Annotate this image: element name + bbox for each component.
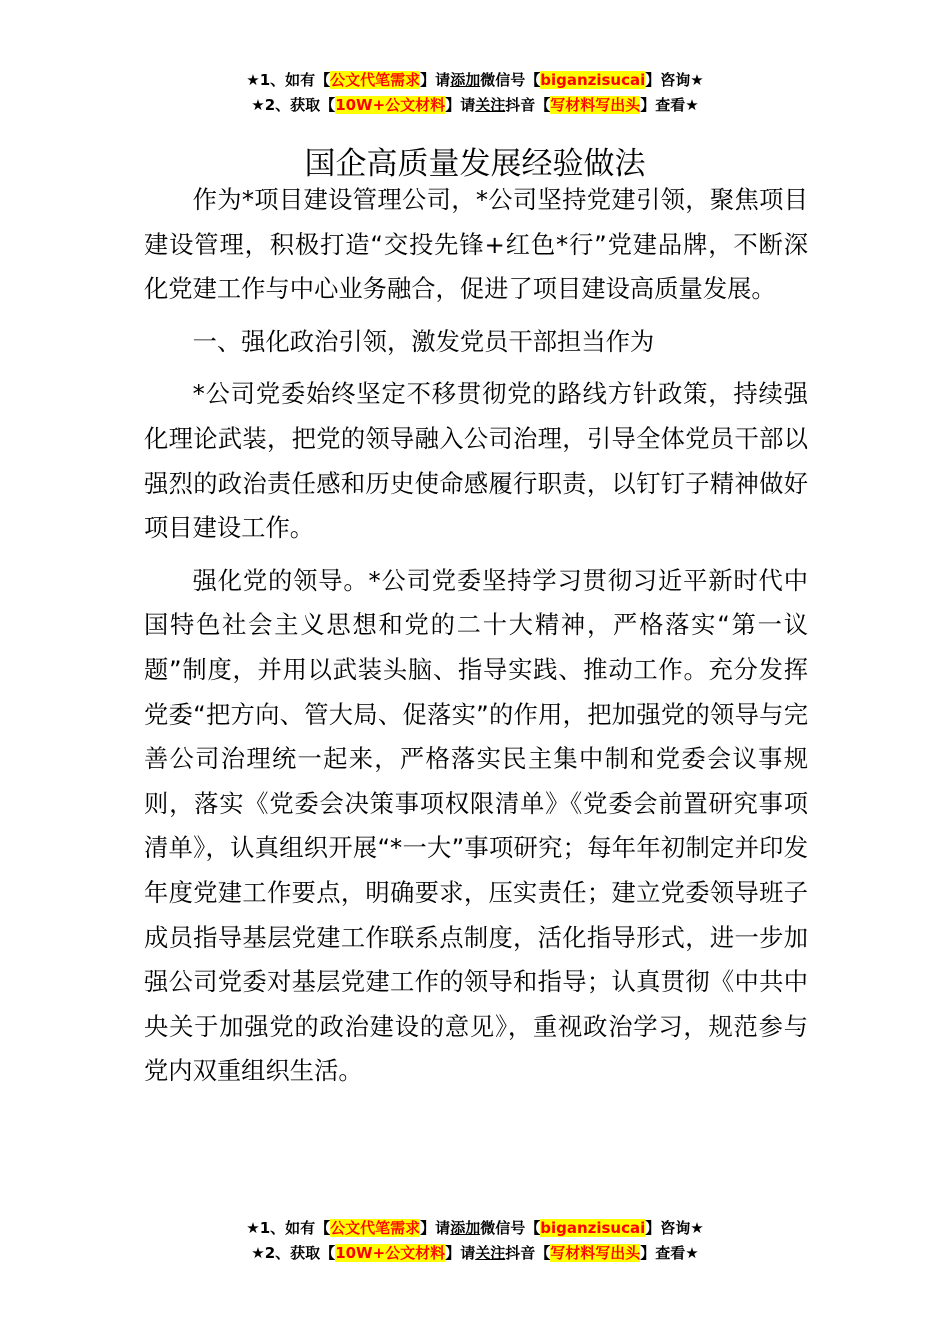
banner-text: ★2、获取【 bbox=[251, 1244, 336, 1262]
section-heading: 一、强化政治引领，激发党员干部担当作为 bbox=[192, 326, 655, 356]
banner-text: 】请 bbox=[420, 1219, 451, 1237]
banner-line-2 bbox=[0, 1241, 950, 1266]
douyin-id: 写材料写出头 bbox=[550, 1244, 641, 1262]
banner-text: 抖音【 bbox=[505, 96, 551, 114]
banner-text: 】查看★ bbox=[640, 96, 699, 114]
banner-text: 抖音【 bbox=[505, 1244, 551, 1262]
banner-text: 】请 bbox=[420, 71, 451, 89]
banner-text: 】咨询★ bbox=[645, 1219, 704, 1237]
banner-text: 】咨询★ bbox=[645, 71, 704, 89]
document-body bbox=[144, 178, 808, 1102]
banner-text: 】请 bbox=[445, 96, 476, 114]
paragraph: 强化党的领导。*公司党委坚持学习贯彻习近平新时代中国特色社会主义思想和党的二十大精神，严格落实“第一议题”制度，并用以武装头脑、指导实践、推动工作。充分发挥党委“把方向、管大局、促落实”的作用，把加强党的领导与完善公司治理统一起来，严格落实民主集中制和党委会议事规则，落实《党委会决策事项权限清单》《党委会前置研究事项清单》，认真组织开展“*一大”事项研究；每年年初制定并印发年度党建工作要点，明确要求，压实责任；建立党委领导班子成员指导基层党建工作联系点制度，活化指导形式，进一步加强公司党委对基层党建工作的领导和指导；认真贯彻《中共中央关于加强党的政治建设的意见》，重视政治学习，规范参与党内双重组织生活。 bbox=[144, 565, 808, 1086]
banner-text: 添加 bbox=[450, 1219, 481, 1237]
banner-line-1 bbox=[0, 1216, 950, 1241]
highlight-text: 公文代笔需求 bbox=[330, 1219, 421, 1237]
banner-text: 添加 bbox=[450, 71, 481, 89]
paragraph: *公司党委始终坚定不移贯彻党的路线方针政策，持续强化理论武装，把党的领导融入公司治理，引导全体党员干部以强烈的政治责任感和历史使命感履行职责，以钉钉子精神做好项目建设工作。 bbox=[144, 379, 808, 543]
banner-text: 微信号【 bbox=[480, 1219, 541, 1237]
banner-line-2 bbox=[0, 93, 950, 118]
banner-line-1 bbox=[0, 68, 950, 93]
header-banner bbox=[0, 68, 950, 118]
banner-text: 微信号【 bbox=[480, 71, 541, 89]
douyin-id: 写材料写出头 bbox=[550, 96, 641, 114]
banner-text: ★1、如有【 bbox=[246, 1219, 331, 1237]
banner-text: ★2、获取【 bbox=[251, 96, 336, 114]
paragraph-intro: 作为*项目建设管理公司，*公司坚持党建引领，聚焦项目建设管理，积极打造“交投先锋+红色*行”党建品牌，不断深化党建工作与中心业务融合，促进了项目建设高质量发展。 bbox=[144, 185, 808, 304]
highlight-text: 10W+公文材料 bbox=[335, 1244, 446, 1262]
wechat-id: biganzisucai bbox=[540, 71, 646, 89]
banner-text: 关注 bbox=[475, 1244, 506, 1262]
highlight-text: 10W+公文材料 bbox=[335, 96, 446, 114]
banner-text: 】请 bbox=[445, 1244, 476, 1262]
document-title: 国企高质量发展经验做法 bbox=[304, 145, 646, 182]
wechat-id: biganzisucai bbox=[540, 1219, 646, 1237]
footer-banner bbox=[0, 1216, 950, 1266]
banner-text: ★1、如有【 bbox=[246, 71, 331, 89]
highlight-text: 公文代笔需求 bbox=[330, 71, 421, 89]
banner-text: 关注 bbox=[475, 96, 506, 114]
banner-text: 】查看★ bbox=[640, 1244, 699, 1262]
